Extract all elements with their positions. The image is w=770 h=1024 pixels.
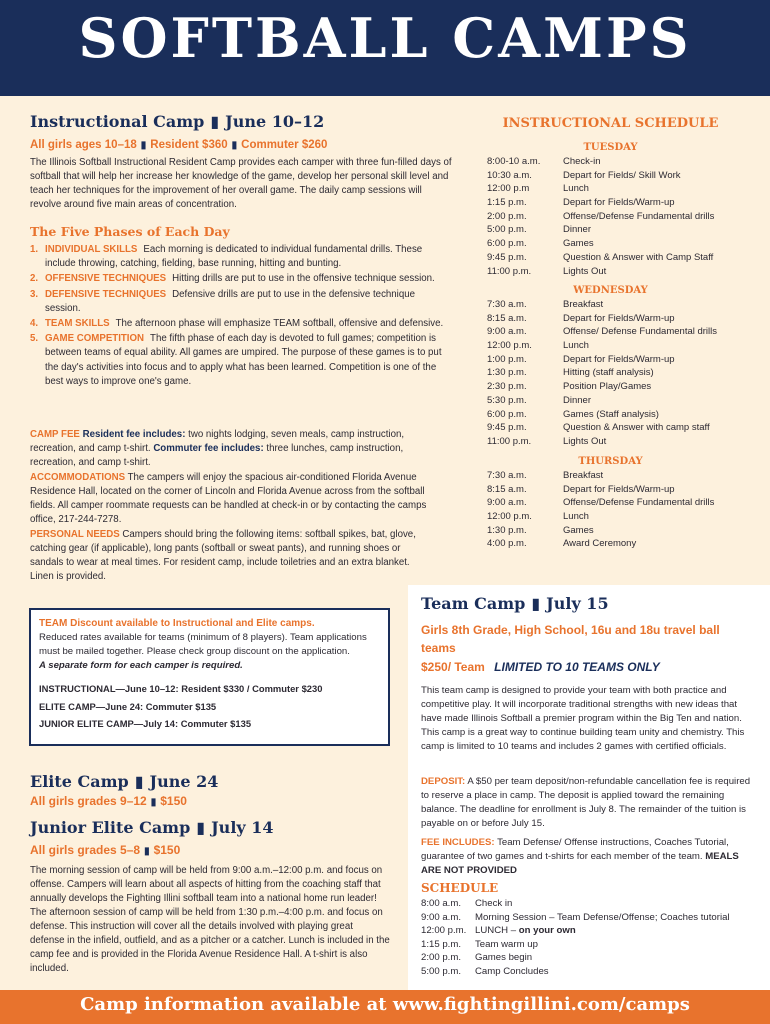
junior-elite-camp-date: July 14 [211, 818, 274, 837]
schedule-row [487, 237, 757, 251]
team-schedule-row [421, 911, 730, 925]
schedule-time: 9:45 p.m. [487, 422, 527, 434]
phases-list [30, 243, 450, 390]
schedule-activity: Offense/Defense Fundamental drills [563, 210, 715, 222]
phases-title: The Five Phases of Each Day [30, 224, 230, 239]
phase-number: 1. [30, 244, 39, 255]
discount-price-junior-elite: JUNIOR ELITE CAMP—July 14: Commuter $135 [39, 718, 252, 729]
schedule-activity: Question & Answer with Camp Staff [563, 251, 714, 263]
schedule-row [487, 483, 757, 497]
schedule-time: 9:45 p.m. [487, 251, 527, 263]
team-schedule-time: 5:00 p.m. [421, 965, 461, 977]
elite-price: $150 [160, 794, 187, 808]
phase-text: Each morning is dedicated to individual fundamental drills. These include throwing, catching, fielding, base running, hitting and bunting. [45, 244, 423, 270]
junior-elite-camp-title [30, 818, 274, 837]
discount-price-elite: ELITE CAMP—June 24: Commuter $135 [39, 701, 217, 712]
junior-elite-camp-meta [30, 843, 180, 857]
team-schedule-activity: LUNCH – [475, 925, 519, 937]
schedule-row [487, 210, 757, 224]
schedule-activity: Dinner [563, 394, 591, 406]
separator-icon: ▮ [531, 594, 541, 613]
schedule-row [487, 312, 757, 326]
personal-needs-paragraph [30, 528, 432, 584]
separator-icon: ▮ [144, 846, 150, 857]
schedule-row [487, 421, 757, 435]
day-heading: WEDNESDAY [573, 285, 648, 296]
schedule-row [487, 265, 757, 279]
team-camp-subtitle: Girls 8th Grade, High School, 16u and 18u travel ball teams [421, 623, 720, 655]
phase-number: 2. [30, 273, 39, 285]
schedule-activity: Position Play/Games [563, 381, 652, 393]
schedule-activity: Dinner [563, 224, 591, 236]
instructional-schedule-title: INSTRUCTIONAL SCHEDULE [502, 116, 719, 131]
meals-note: MEALS ARE NOT PROVIDED [421, 851, 739, 876]
team-schedule-row [421, 897, 730, 911]
phase-item [30, 272, 450, 286]
discount-price-instructional: INSTRUCTIONAL—June 10–12: Resident $330 / Commuter $230 [39, 683, 323, 694]
phase-number: 3. [30, 288, 39, 300]
elite-camp-title [30, 772, 218, 791]
separator-icon: ▮ [134, 772, 144, 791]
camp-fee-paragraph [30, 428, 440, 470]
schedule-day-wednesday [487, 298, 757, 449]
schedule-time: 9:00 a.m. [487, 497, 527, 509]
team-schedule [421, 897, 730, 979]
schedule-row [487, 353, 757, 367]
schedule-activity: Lunch [563, 340, 589, 352]
accommodations-text: The campers will enjoy the spacious air-conditioned Florida Avenue Residence Hall, located on the corner of Lincoln and Florida Avenue across from the softball fields. All camper roommate requests can be handled at check-in or by contacting the camps office, 217-244-7278. [30, 472, 427, 525]
team-schedule-row [421, 938, 730, 952]
team-camp-limit: LIMITED TO 10 TEAMS ONLY [494, 660, 660, 674]
elite-camp-meta [30, 794, 187, 808]
discount-body [39, 631, 379, 673]
fee-includes-text: Team Defense/ Offense instructions, Coaches Tutorial, guarantee of two games and t-shirts for each member of the team. [421, 837, 729, 862]
footer-banner [0, 990, 770, 1024]
schedule-activity: Games (Staff analysis) [563, 408, 659, 420]
separator-icon: ▮ [150, 797, 157, 808]
schedule-day-tuesday [487, 155, 757, 278]
schedule-time: 6:00 p.m. [487, 408, 527, 420]
schedule-time: 10:30 a.m. [487, 169, 532, 181]
team-schedule-time: 12:00 p.m. [421, 925, 467, 937]
schedule-activity: Breakfast [563, 470, 604, 481]
team-camp-title [421, 594, 609, 613]
schedule-activity: Lunch [563, 511, 589, 523]
schedule-row [487, 496, 757, 510]
team-schedule-row [421, 965, 730, 979]
team-fee-paragraph [421, 836, 756, 878]
separator-icon: ▮ [210, 112, 220, 131]
schedule-time: 7:30 a.m. [487, 470, 527, 481]
phase-item [30, 332, 450, 389]
team-schedule-title: SCHEDULE [421, 881, 499, 895]
phase-name: OFFENSIVE TECHNIQUES [45, 273, 167, 285]
elite-camp-date: June 24 [149, 772, 219, 791]
junior-elite-ages: All girls grades 5–8 [30, 843, 141, 857]
instructional-intro: The Illinois Softball Instructional Resident Camp provides each camper with three fun-filled days of softball that will help her increase her knowledge of the game, develop her personal skill level and teach her techniques for the improvement of her overall game. The daily camp sessions will revolve around five main areas of concentration. [30, 157, 452, 210]
instructional-ages: All girls ages 10–18 [30, 139, 137, 151]
schedule-time: 12:00 p.m. [487, 340, 532, 352]
instructional-camp-date: June 10–12 [225, 112, 325, 131]
schedule-time: 1:30 p.m. [487, 524, 527, 536]
schedule-activity: Breakfast [563, 299, 604, 310]
team-schedule-row [421, 924, 730, 938]
fee-includes-label: FEE INCLUDES: [421, 837, 495, 848]
camp-fee-label: CAMP FEE [30, 429, 80, 440]
schedule-row [487, 169, 757, 183]
team-schedule-time: 1:15 p.m. [421, 938, 461, 950]
schedule-time: 5:00 p.m. [487, 224, 527, 236]
schedule-time: 12:00 p.m [487, 183, 530, 195]
schedule-row [487, 339, 757, 353]
schedule-row [487, 408, 757, 422]
schedule-activity: Offense/ Defense Fundamental drills [563, 326, 718, 338]
phase-item [30, 288, 450, 316]
resident-fee-label: Resident fee includes: [82, 429, 186, 440]
schedule-time: 2:00 p.m. [487, 210, 527, 222]
phase-name: TEAM SKILLS [45, 318, 110, 330]
schedule-time: 1:00 p.m. [487, 353, 527, 365]
schedule-activity: Depart for Fields/ Skill Work [563, 169, 681, 181]
team-camp-name: Team Camp [421, 594, 526, 613]
phase-item [30, 243, 450, 271]
schedule-activity: Depart for Fields/Warm-up [563, 312, 675, 324]
schedule-time: 8:15 a.m. [487, 483, 527, 495]
schedule-row [487, 524, 757, 538]
schedule-time: 8:15 a.m. [487, 312, 527, 324]
team-schedule-activity: Team warm up [475, 938, 538, 950]
phase-name: INDIVIDUAL SKILLS [45, 244, 138, 255]
schedule-row [487, 435, 757, 449]
schedule-time: 2:30 p.m. [487, 381, 527, 393]
schedule-activity: Depart for Fields/Warm-up [563, 197, 675, 209]
team-schedule-activity: Check in [475, 898, 513, 909]
discount-text: Reduced rates available for teams (minimum of 8 players). Team applications must be mailed together. Please check group discount on the application. [39, 632, 367, 657]
commuter-fee-label: Commuter fee includes: [153, 443, 264, 454]
schedule-activity: Offense/Defense Fundamental drills [563, 497, 715, 509]
schedule-time: 8:00-10 a.m. [487, 156, 541, 167]
phase-item [30, 317, 450, 331]
schedule-activity: Question & Answer with camp staff [563, 422, 710, 434]
day-heading: THURSDAY [578, 456, 643, 467]
schedule-time: 1:15 p.m. [487, 197, 527, 209]
schedule-row [487, 298, 757, 312]
schedule-time: 7:30 a.m. [487, 299, 527, 310]
team-camp-body: This team camp is designed to provide your team with both practice and competitive play. It will incorporate traditional strengths with new ideas that have made Illinois Softball a premier program within the Big Ten and nation. This camp is a great way to continue building team unity and chemistry. This camp is limited to 10 teams and includes 2 games with certified officials. [421, 685, 745, 752]
elite-camp-name: Elite Camp [30, 772, 129, 791]
team-camp-price: $250/ Team [421, 660, 485, 674]
schedule-time: 12:00 p.m. [487, 511, 532, 523]
schedule-time: 5:30 p.m. [487, 394, 527, 406]
schedule-row [487, 223, 757, 237]
team-deposit-paragraph [421, 775, 756, 831]
junior-elite-price: $150 [153, 843, 181, 857]
instructional-camp-name: Instructional Camp [30, 112, 205, 131]
schedule-row [487, 366, 757, 380]
phase-name: GAME COMPETITION [45, 333, 145, 345]
elite-ages: All girls grades 9–12 [30, 794, 147, 808]
schedule-row [487, 182, 757, 196]
accommodations-paragraph [30, 471, 445, 527]
phase-text: The fifth phase of each day is devoted to full games; competition is between teams of equal ability. All games are umpired. The purpose of these games is to put the day's activities into focus and to apply what has been learned. Competition is one of the best ways to improve one's game. [45, 333, 442, 387]
schedule-time: 11:00 p.m. [487, 435, 532, 447]
resident-fee-text: two nights lodging, seven meals, camp instruction, recreation, and camp t-shirt. [30, 429, 405, 454]
schedule-activity: Depart for Fields/Warm-up [563, 353, 675, 365]
separator-icon: ▮ [231, 140, 238, 151]
schedule-activity: Hitting (staff analysis) [563, 367, 654, 379]
phase-number: 4. [30, 318, 39, 330]
commuter-fee-text: three lunches, camp instruction, recreation, and camp t-shirt. [30, 443, 404, 468]
discount-title: TEAM Discount available to Instructional and Elite camps. [39, 618, 315, 629]
accommodations-label: ACCOMMODATIONS [30, 472, 126, 483]
team-camp-price-line [421, 660, 660, 674]
phase-text: Hitting drills are put to use in the offensive technique session. [172, 273, 435, 285]
schedule-time: 11:00 p.m. [487, 265, 532, 277]
schedule-activity: Lights Out [563, 265, 607, 277]
team-schedule-time: 2:00 p.m. [421, 952, 461, 964]
deposit-text: A $50 per team deposit/non-refundable cancellation fee is required to reserve a place in camp. The deposit is applied toward the remaining balance. The deadline for enrollment is July 8. The remainder of the tuition is payable on or before July 15. [421, 776, 751, 829]
team-discount-box [29, 608, 390, 746]
schedule-row [487, 196, 757, 210]
team-schedule-time: 8:00 a.m. [421, 898, 461, 909]
schedule-row [487, 155, 757, 169]
schedule-time: 1:30 p.m. [487, 367, 527, 379]
schedule-time: 6:00 p.m. [487, 238, 527, 250]
schedule-day-thursday [487, 469, 757, 551]
team-schedule-activity: Camp Concludes [475, 965, 549, 977]
schedule-activity: Lights Out [563, 435, 607, 447]
day-heading: TUESDAY [583, 142, 638, 153]
schedule-row [487, 251, 757, 265]
schedule-activity: Lunch [563, 183, 589, 195]
personal-needs-label: PERSONAL NEEDS [30, 529, 120, 540]
page-title: SOFTBALL CAMPS [78, 6, 692, 70]
schedule-activity: Award Ceremony [563, 538, 637, 550]
schedule-activity: Check-in [563, 156, 601, 167]
schedule-time: 9:00 a.m. [487, 326, 527, 338]
team-schedule-activity: Morning Session – Team Defense/Offense; Coaches tutorial [475, 911, 730, 923]
instructional-camp-title [30, 112, 324, 131]
separator-icon: ▮ [196, 818, 206, 837]
instructional-camp-meta [30, 139, 327, 151]
separator-icon: ▮ [140, 140, 147, 151]
phase-name: DEFENSIVE TECHNIQUES [45, 288, 167, 300]
junior-elite-camp-name: Junior Elite Camp [30, 818, 191, 837]
schedule-time: 4:00 p.m. [487, 538, 527, 550]
header-banner [0, 0, 770, 96]
schedule-row [487, 394, 757, 408]
team-camp-date: July 15 [546, 594, 609, 613]
team-schedule-note: on your own [518, 925, 576, 937]
schedule-row [487, 380, 757, 394]
deposit-label: DEPOSIT: [421, 776, 466, 787]
team-schedule-activity: Games begin [475, 952, 533, 964]
footer-link[interactable]: Camp information available at www.fightingillini.com/camps [80, 994, 690, 1015]
schedule-activity: Depart for Fields/Warm-up [563, 483, 675, 495]
junior-elite-body: The morning session of camp will be held from 9:00 a.m.–12:00 p.m. and focus on offense. Campers will learn about all aspects of hitting from the coaching staff that annually develops the Fighting Illini softball team into a national home run leader! The afternoon session of camp will be held from 1:30 p.m.–4:00 p.m. and focus on defense. This instruction will cover all the details involved with playing great defense in the infield, outfield, and as a pitcher or a catcher. Lunch is included in the camp fee and is provided in the Florida Avenue Residence Hall. A t-shirt is also included. [30, 865, 390, 974]
commuter-price: Commuter $260 [241, 139, 328, 151]
schedule-row [487, 537, 757, 551]
schedule-activity: Games [563, 238, 594, 250]
phase-text: The afternoon phase will emphasize TEAM softball, offensive and defensive. [115, 318, 444, 330]
phase-number: 5. [30, 333, 39, 345]
schedule-activity: Games [563, 524, 594, 536]
schedule-row [487, 510, 757, 524]
schedule-row [487, 325, 757, 339]
personal-needs-text: Campers should bring the following items: softball spikes, bat, glove, catching gear (if applicable), long pants (softball or sweat pants), and running shoes or sandals to wear at meal times. For resident camp, include toiletries and an extra blanket. Linen is provided. [30, 529, 416, 582]
phase-text: Defensive drills are put to use in the defensive technique session. [45, 288, 415, 314]
team-schedule-time: 9:00 a.m. [421, 911, 461, 923]
discount-note: A separate form for each camper is required. [39, 660, 243, 671]
schedule-row [487, 469, 757, 483]
team-schedule-row [421, 951, 730, 965]
resident-price: Resident $360 [150, 139, 228, 151]
